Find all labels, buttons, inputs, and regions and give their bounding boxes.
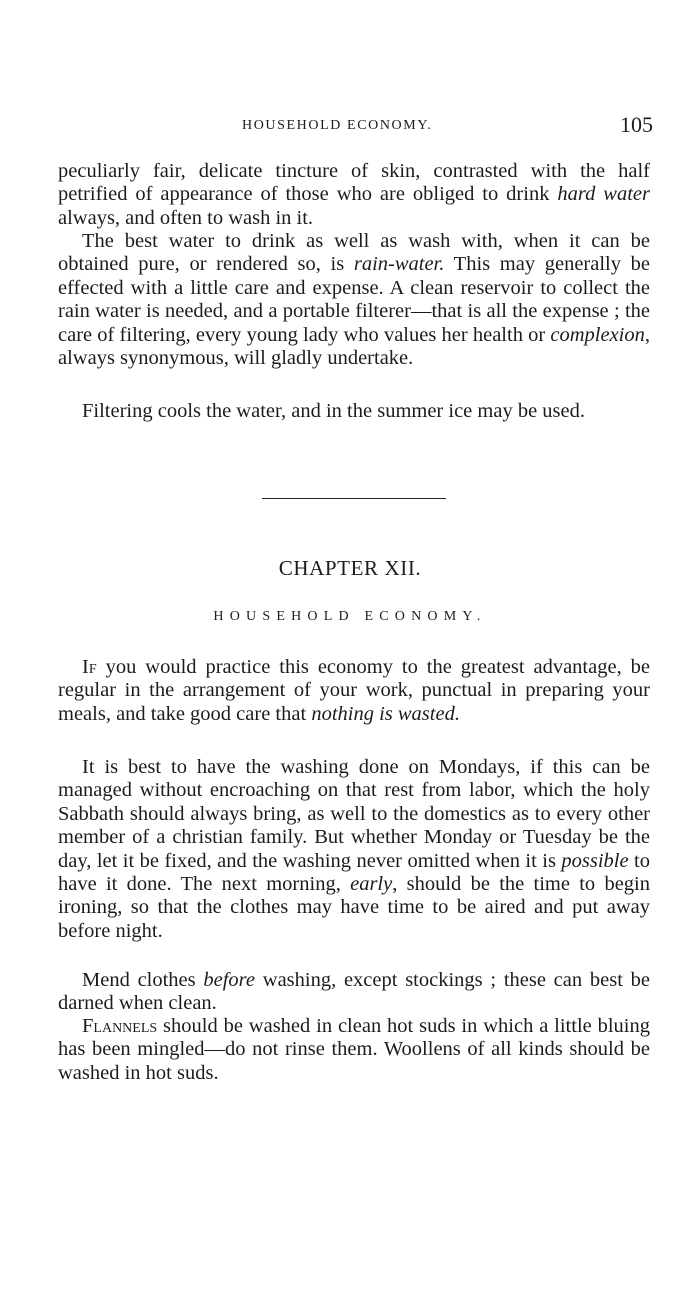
running-title: HOUSEHOLD ECONOMY. — [242, 118, 433, 133]
paragraph-economy — [58, 656, 650, 726]
emphasis-text: complexion — [550, 323, 645, 346]
paragraph-text: you would practice this economy to the greatest advantage, be regular in the arrangement of your work, punctual in preparing your meals, and take good care that — [58, 656, 650, 725]
paragraph-text: , always synonymous, will gladly undertake. — [58, 323, 650, 370]
emphasis-text: before — [203, 969, 256, 991]
lead-word: If — [82, 656, 97, 678]
paragraph-text: It is best to have the washing done on Mondays, if this can be managed without encroaching on that rest from labor, which the holy Sabbath should always bring, as well to the domestics as to every other member of a christian family. But whether Monday or Tuesday be the day, let it be fixed, and the washing never omitted when it is — [58, 756, 650, 872]
emphasis-text: rain-water. — [353, 253, 445, 276]
emphasis-text: nothing is wasted. — [311, 702, 460, 725]
paragraph-rain-water — [58, 230, 650, 370]
paragraph-text: Mend clothes — [82, 969, 204, 991]
running-head — [0, 112, 700, 142]
paragraph-text: The best water to drink as well as wash with, when it can be obtained pure, or rendered so, is — [58, 230, 650, 276]
chapter-title: CHAPTER XII. — [278, 556, 422, 580]
paragraph-flannels — [58, 1015, 650, 1085]
paragraph-text: This may generally be effected with a little care and expense. A clean reservoir to collect the rain water is needed, and a portable filterer—that is all the expense ; the care of filtering, every young lady who values her health or — [58, 253, 650, 346]
page-number: 105 — [620, 112, 653, 137]
paragraph-text: , should be the time to begin ironing, so that the clothes may have time to be aired and put away before night. — [58, 873, 651, 942]
chapter-subtitle: HOUSEHOLD ECONOMY. — [213, 609, 487, 624]
paragraph-washing — [58, 756, 650, 943]
emphasis-text: hard water — [557, 183, 650, 206]
paragraph-text: washing, except stockings ; these can best be darned when clean. — [58, 969, 650, 1015]
paragraph-text: peculiarly fair, delicate tincture of skin, contrasted with the half petrified of appearance of those who are obliged to drink — [58, 160, 650, 206]
emphasis-text: early — [350, 873, 393, 896]
paragraph-text: always, and often to wash in it. — [58, 206, 314, 229]
paragraph-text: should be washed in clean hot suds in which a little bluing has been mingled—do not rinse them. Woollens of all kinds should be washed in hot suds. — [58, 1015, 650, 1084]
paragraph-filtering — [58, 400, 650, 423]
paragraph-continued — [58, 160, 650, 230]
paragraph-mending — [58, 969, 650, 1016]
paragraph-text: Filtering cools the water, and in the summer ice may be used. — [82, 400, 586, 422]
emphasis-text: possible — [561, 849, 629, 872]
section-divider — [262, 498, 446, 499]
lead-word: Flannels — [82, 1015, 158, 1037]
paragraph-text: to have it done. The next morning, — [58, 849, 650, 896]
